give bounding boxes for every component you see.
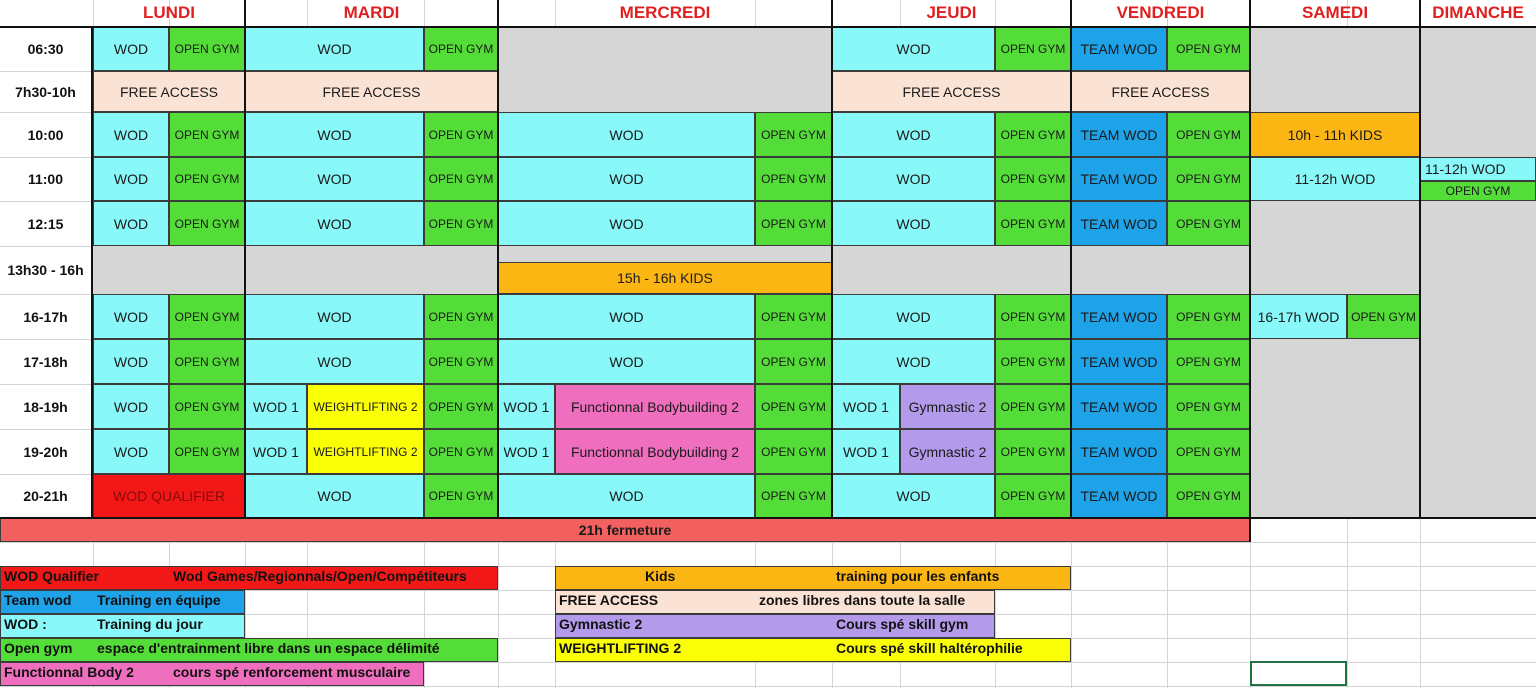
legend-description: Cours spé skill gym <box>836 616 969 632</box>
legend-entry <box>555 614 995 638</box>
border-line <box>0 517 1536 519</box>
wod-session[interactable]: WOD <box>93 384 169 429</box>
day-header-lundi: LUNDI <box>143 3 195 22</box>
legend-description: training pour les enfants <box>836 568 1000 584</box>
team-wod-session[interactable]: TEAM WOD <box>1071 339 1167 384</box>
open-gym-session[interactable]: OPEN GYM <box>1167 112 1250 157</box>
open-gym-session[interactable]: OPEN GYM <box>1167 474 1250 518</box>
open-gym-session[interactable]: OPEN GYM <box>1167 384 1250 429</box>
border-line <box>1419 0 1421 518</box>
free-access-block[interactable]: FREE ACCESS <box>1071 71 1250 112</box>
open-gym-session[interactable]: OPEN GYM <box>424 474 498 518</box>
wod-session[interactable]: WOD <box>93 294 169 339</box>
open-gym-session[interactable]: OPEN GYM <box>1167 201 1250 246</box>
open-gym-session[interactable]: OPEN GYM <box>755 384 832 429</box>
closed-block[interactable] <box>1250 26 1420 112</box>
wod1-session[interactable]: WOD 1 <box>832 384 900 429</box>
wod-session[interactable]: WOD <box>498 474 755 518</box>
time-label: 17-18h <box>0 339 93 384</box>
open-gym-session-saturday[interactable]: OPEN GYM <box>1347 294 1420 339</box>
team-wod-session[interactable]: TEAM WOD <box>1071 294 1167 339</box>
open-gym-session[interactable]: OPEN GYM <box>755 112 832 157</box>
legend-entry <box>0 638 498 662</box>
legend-entry <box>0 662 424 686</box>
time-label: 06:30 <box>0 26 93 71</box>
closed-block[interactable] <box>1420 26 1536 157</box>
closing-banner[interactable]: 21h fermeture <box>0 518 1250 542</box>
open-gym-session[interactable]: OPEN GYM <box>755 157 832 201</box>
open-gym-session[interactable]: OPEN GYM <box>169 157 245 201</box>
wod-session[interactable]: WOD <box>245 157 424 201</box>
border-line <box>497 0 499 518</box>
legend-description: espace d'entrainment libre dans un espace délimité <box>97 640 440 656</box>
open-gym-session[interactable]: OPEN GYM <box>424 157 498 201</box>
legend-entry <box>0 590 245 614</box>
legend-term: WEIGHTLIFTING 2 <box>559 640 682 656</box>
open-gym-session[interactable]: OPEN GYM <box>1167 26 1250 71</box>
weightlifting-session[interactable]: WEIGHTLIFTING 2 <box>307 429 424 474</box>
legend-term: WOD : <box>4 616 47 632</box>
wod1-session[interactable]: WOD 1 <box>832 429 900 474</box>
wod-session[interactable]: WOD <box>245 26 424 71</box>
wod-session[interactable]: WOD <box>498 157 755 201</box>
open-gym-session[interactable]: OPEN GYM <box>755 201 832 246</box>
open-gym-session[interactable]: OPEN GYM <box>424 339 498 384</box>
open-gym-session[interactable]: OPEN GYM <box>169 294 245 339</box>
team-wod-session[interactable]: TEAM WOD <box>1071 201 1167 246</box>
legend-term: Open gym <box>4 640 73 656</box>
wod-session[interactable]: WOD <box>832 201 995 246</box>
open-gym-session[interactable]: OPEN GYM <box>1167 429 1250 474</box>
open-gym-session[interactable]: OPEN GYM <box>755 474 832 518</box>
wod-session[interactable]: WOD <box>832 157 995 201</box>
wod-session[interactable]: WOD <box>498 112 755 157</box>
kids-session-wednesday[interactable]: 15h - 16h KIDS <box>498 262 832 294</box>
border-line <box>1249 518 1251 542</box>
gymnastic-session[interactable]: Gymnastic 2 <box>900 384 995 429</box>
legend-description: cours spé renforcement musculaire <box>173 664 411 680</box>
open-gym-session[interactable]: OPEN GYM <box>995 201 1071 246</box>
wod-session[interactable]: WOD <box>245 294 424 339</box>
time-label: 12:15 <box>0 201 93 246</box>
open-gym-session[interactable]: OPEN GYM <box>755 294 832 339</box>
legend-description: Cours spé skill haltérophilie <box>836 640 1023 656</box>
legend-term: Team wod <box>4 592 72 608</box>
open-gym-session[interactable]: OPEN GYM <box>169 384 245 429</box>
open-gym-session[interactable]: OPEN GYM <box>424 429 498 474</box>
day-header-samedi: SAMEDI <box>1301 3 1369 22</box>
wod-session-saturday[interactable]: 11-12h WOD <box>1250 157 1420 201</box>
day-header-mercredi: MERCREDI <box>619 3 711 22</box>
border-line <box>244 0 246 518</box>
kids-session-saturday[interactable]: 10h - 11h KIDS <box>1250 112 1420 157</box>
legend-term: Kids <box>645 568 676 584</box>
day-header-vendredi: VENDREDI <box>1116 3 1205 22</box>
open-gym-session[interactable]: OPEN GYM <box>424 26 498 71</box>
open-gym-session[interactable]: OPEN GYM <box>424 112 498 157</box>
wod-session[interactable]: WOD <box>498 201 755 246</box>
open-gym-session[interactable]: OPEN GYM <box>169 201 245 246</box>
wod-session[interactable]: WOD <box>93 157 169 201</box>
wod-session[interactable]: WOD <box>245 474 424 518</box>
open-gym-session[interactable]: OPEN GYM <box>169 429 245 474</box>
wod-session[interactable]: WOD <box>832 112 995 157</box>
closed-block[interactable] <box>498 26 832 112</box>
time-label: 16-17h <box>0 294 93 339</box>
team-wod-session[interactable]: TEAM WOD <box>1071 157 1167 201</box>
team-wod-session[interactable]: TEAM WOD <box>1071 112 1167 157</box>
legend-term: Functionnal Body 2 <box>4 664 134 680</box>
team-wod-session[interactable]: TEAM WOD <box>1071 26 1167 71</box>
legend-description: Training en équipe <box>97 592 221 608</box>
legend-description: zones libres dans toute la salle <box>759 592 966 608</box>
time-label: 11:00 <box>0 157 93 201</box>
border-line <box>831 0 833 518</box>
border-line <box>1249 0 1251 518</box>
legend-description: Training du jour <box>97 616 203 632</box>
wod-session[interactable]: WOD <box>93 112 169 157</box>
gymnastic-session[interactable]: Gymnastic 2 <box>900 429 995 474</box>
day-header-mardi: MARDI <box>343 3 400 22</box>
wod-session[interactable]: WOD <box>498 339 755 384</box>
wod-session-saturday[interactable]: 16-17h WOD <box>1250 294 1347 339</box>
open-gym-session[interactable]: OPEN GYM <box>424 384 498 429</box>
day-header-jeudi: JEUDI <box>926 3 977 22</box>
wod-session[interactable]: WOD <box>93 339 169 384</box>
open-gym-session[interactable]: OPEN GYM <box>995 474 1071 518</box>
wod1-session[interactable]: WOD 1 <box>498 384 555 429</box>
wod-session[interactable]: WOD <box>93 201 169 246</box>
selected-cell[interactable] <box>1250 661 1347 686</box>
team-wod-session[interactable]: TEAM WOD <box>1071 384 1167 429</box>
legend-term: WOD Qualifier <box>4 568 99 584</box>
wod-session-sunday[interactable]: 11-12h WOD <box>1420 157 1536 181</box>
time-label: 10:00 <box>0 112 93 157</box>
time-label: 7h30-10h <box>0 71 93 112</box>
open-gym-session[interactable]: OPEN GYM <box>995 429 1071 474</box>
legend-description: Wod Games/Regionnals/Open/Compétiteurs <box>173 568 467 584</box>
wod-session[interactable]: WOD <box>832 26 995 71</box>
open-gym-session[interactable]: OPEN GYM <box>755 339 832 384</box>
open-gym-session-sunday[interactable]: OPEN GYM <box>1420 181 1536 201</box>
wod-session[interactable]: WOD <box>832 474 995 518</box>
legend-entry <box>555 638 1071 662</box>
closed-block[interactable] <box>1250 339 1420 518</box>
team-wod-session[interactable]: TEAM WOD <box>1071 474 1167 518</box>
legend-entry <box>0 566 498 590</box>
open-gym-session[interactable]: OPEN GYM <box>995 112 1071 157</box>
open-gym-session[interactable]: OPEN GYM <box>995 294 1071 339</box>
open-gym-session[interactable]: OPEN GYM <box>995 384 1071 429</box>
wod1-session[interactable]: WOD 1 <box>245 429 307 474</box>
open-gym-session[interactable]: OPEN GYM <box>995 157 1071 201</box>
open-gym-session[interactable]: OPEN GYM <box>995 26 1071 71</box>
legend-entry <box>0 614 245 638</box>
wod-session[interactable]: WOD <box>498 294 755 339</box>
legend-entry <box>555 590 995 614</box>
day-header-dimanche: DIMANCHE <box>1432 3 1524 22</box>
wod1-session[interactable]: WOD 1 <box>498 429 555 474</box>
functional-bodybuilding-session[interactable]: Functionnal Bodybuilding 2 <box>555 429 755 474</box>
legend-term: FREE ACCESS <box>559 592 659 608</box>
border-line <box>1070 0 1072 518</box>
functional-bodybuilding-session[interactable]: Functionnal Bodybuilding 2 <box>555 384 755 429</box>
time-label: 13h30 - 16h <box>0 246 93 294</box>
open-gym-session[interactable]: OPEN GYM <box>169 112 245 157</box>
weightlifting-session[interactable]: WEIGHTLIFTING 2 <box>307 384 424 429</box>
open-gym-session[interactable]: OPEN GYM <box>424 201 498 246</box>
wod-session[interactable]: WOD <box>832 294 995 339</box>
free-access-block[interactable]: FREE ACCESS <box>832 71 1071 112</box>
wod-session[interactable]: WOD <box>245 112 424 157</box>
open-gym-session[interactable]: OPEN GYM <box>169 339 245 384</box>
wod-session[interactable]: WOD <box>245 339 424 384</box>
time-label: 18-19h <box>0 384 93 429</box>
wod-session[interactable]: WOD <box>93 26 169 71</box>
open-gym-session[interactable]: OPEN GYM <box>1167 157 1250 201</box>
border-line <box>0 26 1536 28</box>
free-access-block[interactable]: FREE ACCESS <box>245 71 498 112</box>
wod-session[interactable]: WOD <box>832 339 995 384</box>
closed-block[interactable] <box>1420 201 1536 518</box>
wod1-session[interactable]: WOD 1 <box>245 384 307 429</box>
legend-entry <box>555 566 1071 590</box>
wod-session[interactable]: WOD <box>93 429 169 474</box>
open-gym-session[interactable]: OPEN GYM <box>169 26 245 71</box>
team-wod-session[interactable]: TEAM WOD <box>1071 429 1167 474</box>
open-gym-session[interactable]: OPEN GYM <box>1167 294 1250 339</box>
closed-block[interactable] <box>1250 201 1420 294</box>
wod-qualifier-session[interactable]: WOD QUALIFIER <box>93 474 245 518</box>
time-label: 19-20h <box>0 429 93 474</box>
legend-term: Gymnastic 2 <box>559 616 643 632</box>
open-gym-session[interactable]: OPEN GYM <box>1167 339 1250 384</box>
free-access-block[interactable]: FREE ACCESS <box>93 71 245 112</box>
open-gym-session[interactable]: OPEN GYM <box>755 429 832 474</box>
wod-session[interactable]: WOD <box>245 201 424 246</box>
open-gym-session[interactable]: OPEN GYM <box>995 339 1071 384</box>
time-label: 20-21h <box>0 474 93 518</box>
open-gym-session[interactable]: OPEN GYM <box>424 294 498 339</box>
